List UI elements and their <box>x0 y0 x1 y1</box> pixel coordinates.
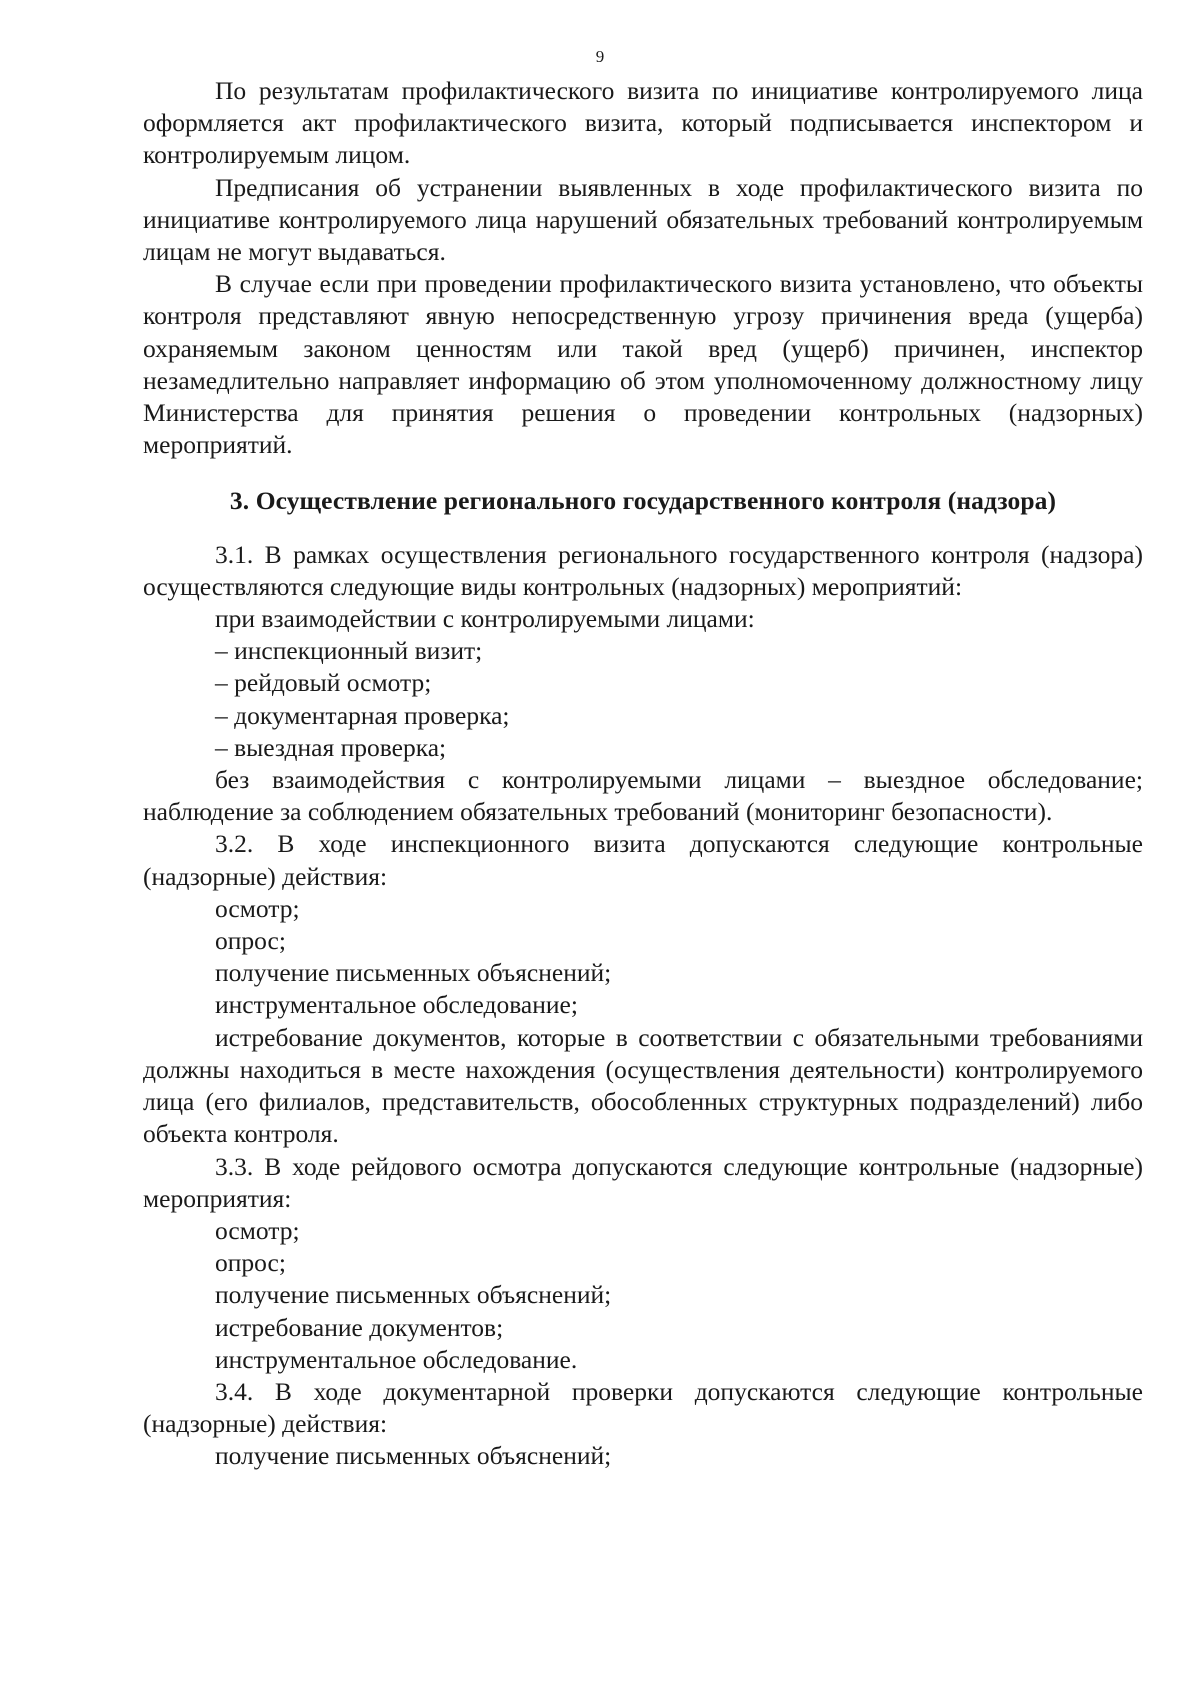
clause-3-4: 3.4. В ходе документарной проверки допускаются следующие контрольные (надзорные) действия: <box>143 1376 1143 1439</box>
list-intro-with-interaction: при взаимодействии с контролируемыми лицами: <box>215 604 755 634</box>
list-item: – выездная проверка; <box>215 732 447 762</box>
paragraph-document-request: истребование документов, которые в соответствии с обязательными требованиями должны находиться в месте нахождения (осуществления деятельности) контролируемого лица (его филиалов, представительств, обособленных структурных подразделений) либо объекта контроля. <box>143 1022 1143 1149</box>
clause-3-3: 3.3. В ходе рейдового осмотра допускаются следующие контрольные (надзорные) мероприятия: <box>143 1151 1143 1213</box>
paragraph-threat-case: В случае если при проведении профилактического визита установлено, что объекты контроля представляют явную непосредственную угрозу причинения вреда (ущерба) охраняемым законом ценностям или такой вред (ущерб) причинен, инспектор незамедлительно направляет информацию об этом уполномоченному должностному лицу Министерства для принятия решения о проведении контрольных (надзорных) мероприятий. <box>143 269 1143 460</box>
list-item: получение письменных объяснений; <box>215 958 612 988</box>
list-item: опрос; <box>215 1248 286 1278</box>
list-item: получение письменных объяснений; <box>215 1280 612 1310</box>
list-item: – инспекционный визит; <box>215 636 483 666</box>
paragraph-act-of-visit: По результатам профилактического визита по инициативе контролируемого лица оформляется акт профилактического визита, который подписывается инспектором и контролируемым лицом. <box>143 76 1143 170</box>
list-item: инструментальное обследование. <box>215 1344 578 1374</box>
clause-3-2: 3.2. В ходе инспекционного визита допускаются следующие контрольные (надзорные) действия: <box>143 829 1143 891</box>
list-item: – рейдовый осмотр; <box>215 668 432 698</box>
list-item: опрос; <box>215 926 286 956</box>
section-heading-3: 3. Осуществление регионального государственного контроля (надзора) <box>229 486 1057 516</box>
list-item: осмотр; <box>215 1215 300 1245</box>
clause-3-1: 3.1. В рамках осуществления регионального государственного контроля (надзора) осуществляются следующие виды контрольных (надзорных) мероприятий: <box>143 539 1143 601</box>
list-item: осмотр; <box>215 893 300 923</box>
list-item: истребование документов; <box>215 1312 504 1342</box>
page-number: 9 <box>595 47 605 66</box>
paragraph-prescriptions: Предписания об устранении выявленных в ходе профилактического визита по инициативе контролируемого лица нарушений обязательных требований контролируемым лицам не могут выдаваться. <box>143 172 1143 267</box>
list-item: получение письменных объяснений; <box>215 1441 612 1471</box>
list-item: – документарная проверка; <box>215 700 510 730</box>
list-item: инструментальное обследование; <box>215 990 578 1020</box>
document-body <box>143 75 1143 1473</box>
paragraph-without-interaction: без взаимодействия с контролируемыми лицами – выездное обследование; наблюдение за соблюдением обязательных требований (мониторинг безопасности). <box>143 765 1143 827</box>
